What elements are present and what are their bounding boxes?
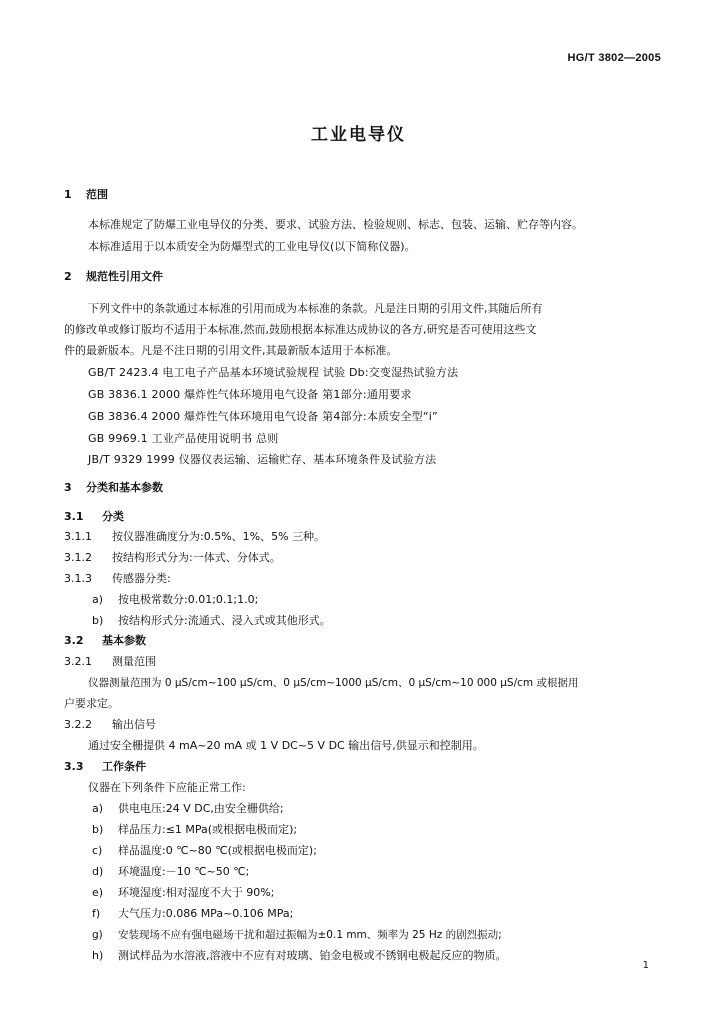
list-text: 供电电压:24 V DC,由安全栅供给;	[118, 802, 284, 815]
list-text: 按电极常数分:0.01;0.1;1.0;	[118, 593, 259, 606]
list-text: 环境湿度:相对湿度不大于 90%;	[118, 886, 275, 899]
list-text: 大气压力:0.086 MPa~0.106 MPa;	[118, 907, 294, 920]
list-item	[92, 614, 331, 628]
list-text: 环境温度:－10 ℃~50 ℃;	[118, 865, 250, 878]
clause-number: 3.2.2	[64, 718, 92, 731]
section-number: 2	[64, 270, 72, 283]
subsection-3-3-heading	[64, 760, 146, 774]
paragraph-line: 仪器在下列条件下应能正常工作:	[88, 781, 246, 794]
subsection-title: 基本参数	[102, 634, 146, 647]
list-text: 按结构形式分:流通式、浸入式或其他形式。	[118, 614, 331, 627]
paragraph-line: 件的最新版本。凡是不注日期的引用文件,其最新版本适用于本标准。	[64, 344, 398, 357]
reference-item: GB 3836.1 2000 爆炸性气体环境用电气设备 第1部分:通用要求	[88, 388, 412, 401]
list-item	[92, 886, 274, 900]
paragraph-line: 的修改单或修订版均不适用于本标准,然而,鼓励根据本标准达成协议的各方,研究是否可使用这些文	[64, 323, 537, 336]
list-text: 样品压力:≤1 MPa(或根据电极而定);	[118, 823, 298, 836]
clause-text: 传感器分类:	[112, 572, 171, 585]
reference-item: JB/T 9329 1999 仪器仪表运输、运输贮存、基本环境条件及试验方法	[88, 453, 437, 466]
section-number: 1	[64, 188, 72, 201]
paragraph-line: 下列文件中的条款通过本标准的引用而成为本标准的条款。凡是注日期的引用文件,其随后所有	[88, 302, 543, 315]
section-1-heading	[64, 188, 108, 202]
section-title: 分类和基本参数	[86, 481, 163, 494]
subsection-number: 3.1	[64, 510, 84, 523]
clause-3-2-2	[64, 718, 156, 732]
list-marker: h)	[92, 949, 104, 962]
list-item	[92, 802, 284, 816]
list-marker: b)	[92, 823, 104, 836]
list-marker: b)	[92, 614, 104, 627]
paragraph: 本标准适用于以本质安全为防爆型式的工业电导仪(以下简称仪器)。	[88, 240, 416, 253]
clause-3-1-2	[64, 551, 281, 565]
section-number: 3	[64, 481, 72, 494]
list-marker: a)	[92, 593, 104, 606]
subsection-number: 3.3	[64, 760, 84, 773]
clause-number: 3.1.3	[64, 572, 92, 585]
list-text: 测试样品为水溶液,溶液中不应有对玻璃、铂金电极或不锈钢电极起反应的物质。	[118, 949, 507, 962]
list-marker: e)	[92, 886, 104, 899]
list-item	[92, 593, 258, 607]
reference-item: GB 3836.4 2000 爆炸性气体环境用电气设备 第4部分:本质安全型“i”	[88, 410, 438, 423]
standard-code: HG/T 3802—2005	[567, 52, 661, 64]
document-title: 工业电导仪	[311, 125, 406, 145]
section-title: 规范性引用文件	[86, 270, 163, 283]
subsection-number: 3.2	[64, 634, 84, 647]
page-number: 1	[642, 960, 649, 971]
clause-text: 测量范围	[112, 655, 156, 668]
list-item	[92, 928, 502, 942]
list-item	[92, 907, 293, 921]
paragraph: 本标准规定了防爆工业电导仪的分类、要求、试验方法、检验规则、标志、包装、运输、贮存等内容。	[88, 218, 583, 231]
clause-text: 输出信号	[112, 718, 156, 731]
paragraph-line: 户要求定。	[64, 697, 119, 710]
list-marker: d)	[92, 865, 104, 878]
section-2-heading	[64, 270, 163, 284]
list-item	[92, 844, 317, 858]
list-item	[92, 823, 297, 837]
list-text: 样品温度:0 ℃~80 ℃(或根据电极而定);	[118, 844, 317, 857]
reference-item: GB/T 2423.4 电工电子产品基本环境试验规程 试验 Db:交变湿热试验方法	[88, 366, 459, 379]
subsection-3-1-heading	[64, 510, 124, 524]
list-marker: f)	[92, 907, 101, 920]
clause-number: 3.1.2	[64, 551, 92, 564]
list-text: 安装现场不应有强电磁场干扰和超过振幅为±0.1 mm、频率为 25 Hz 的剧烈振动;	[118, 929, 502, 941]
clause-text: 按仪器准确度分为:0.5%、1%、5% 三种。	[112, 530, 326, 543]
section-title: 范围	[86, 188, 108, 201]
list-item	[92, 865, 249, 879]
paragraph-line: 通过安全栅提供 4 mA~20 mA 或 1 V DC~5 V DC 输出信号,供显示和控制用。	[88, 739, 484, 752]
list-marker: c)	[92, 844, 103, 857]
clause-text: 按结构形式分为:一体式、分体式。	[112, 551, 281, 564]
clause-3-2-1	[64, 655, 156, 669]
section-3-heading	[64, 481, 163, 495]
paragraph-line: 仪器测量范围为 0 μS/cm~100 μS/cm、0 μS/cm~1000 μS/cm、0 μS/cm~10 000 μS/cm 或根据用	[88, 677, 579, 689]
clause-number: 3.2.1	[64, 655, 92, 668]
clause-3-1-1	[64, 530, 325, 544]
list-marker: a)	[92, 802, 104, 815]
list-marker: g)	[92, 929, 103, 941]
subsection-title: 分类	[102, 510, 124, 523]
list-item	[92, 949, 507, 963]
subsection-3-2-heading	[64, 634, 146, 648]
clause-3-1-3	[64, 572, 171, 586]
subsection-title: 工作条件	[102, 760, 146, 773]
clause-number: 3.1.1	[64, 530, 92, 543]
reference-item: GB 9969.1 工业产品使用说明书 总则	[88, 432, 279, 445]
